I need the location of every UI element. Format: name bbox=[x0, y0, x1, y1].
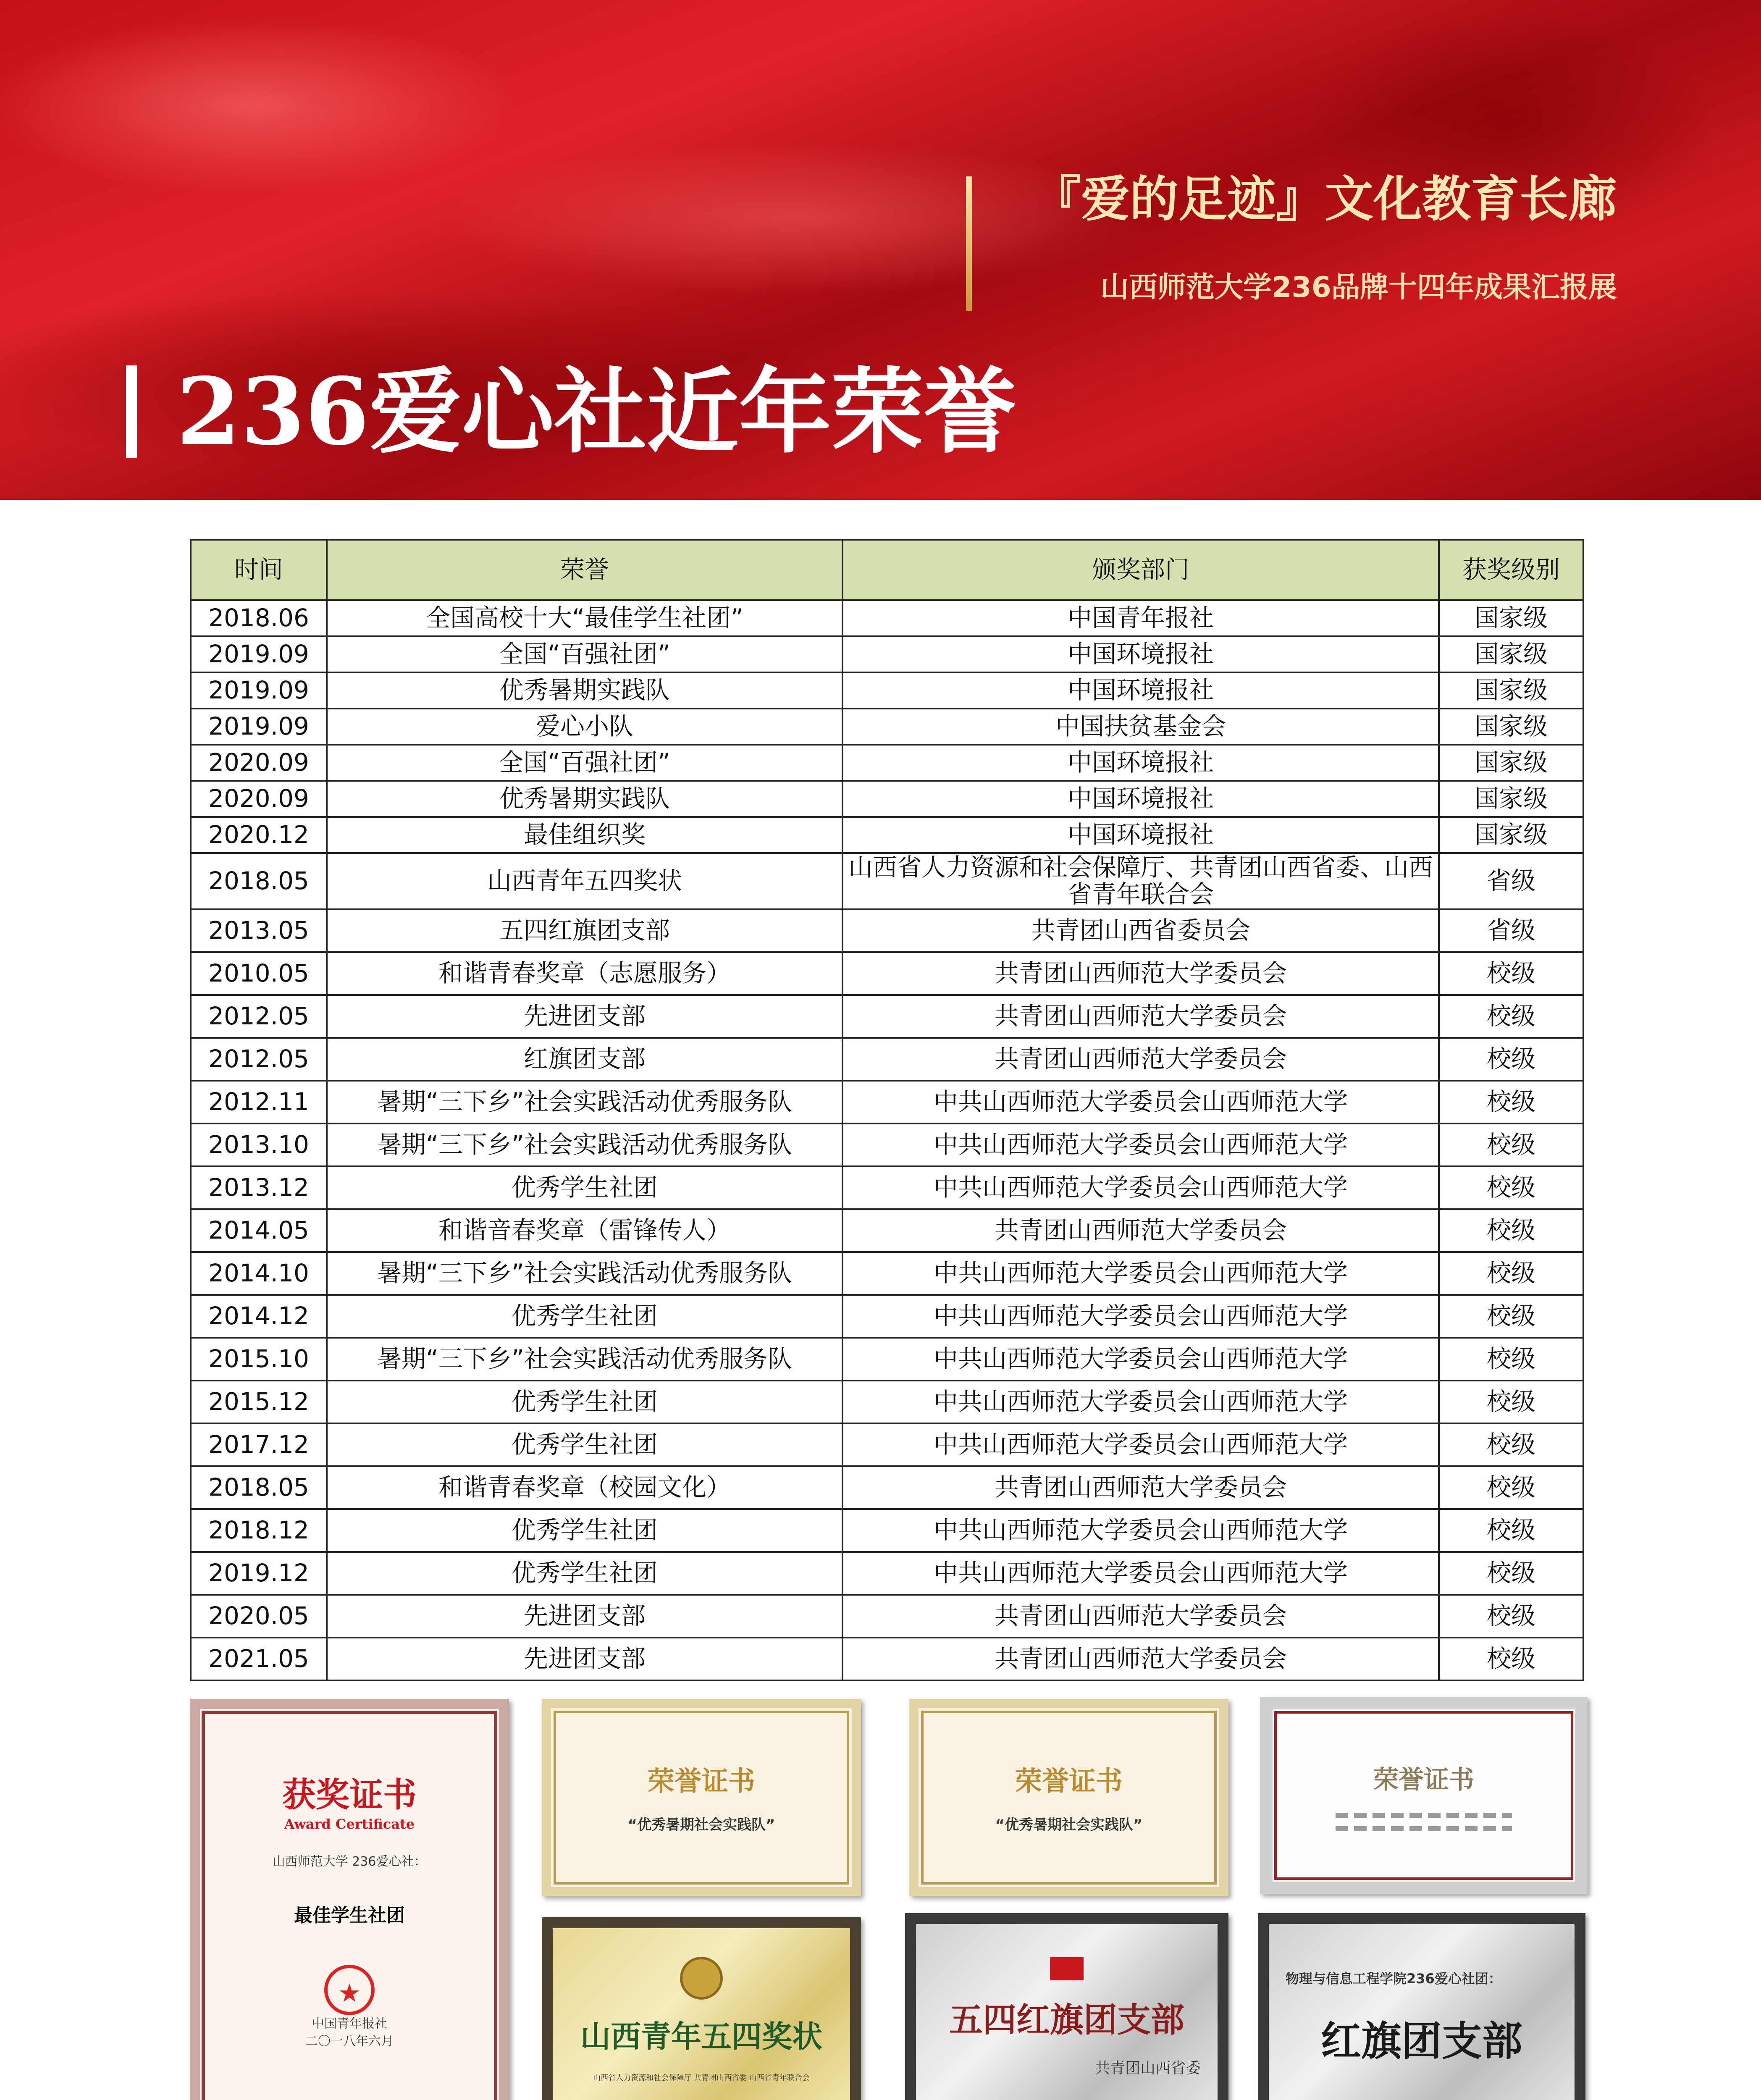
cell-honor: 优秀学生社团 bbox=[327, 1423, 842, 1466]
cell-time: 2013.05 bbox=[191, 909, 327, 952]
cell-issuer: 中共山西师范大学委员会山西师范大学 bbox=[842, 1381, 1439, 1423]
certificate-title: 荣誉证书 bbox=[648, 1766, 755, 1798]
header-banner bbox=[0, 0, 1761, 500]
cell-issuer: 中共山西师范大学委员会山西师范大学 bbox=[842, 1552, 1439, 1595]
table-row bbox=[191, 1038, 1583, 1081]
cell-time: 2012.05 bbox=[191, 995, 327, 1038]
table-row bbox=[191, 853, 1583, 909]
cell-honor: 暑期“三下乡”社会实践活动优秀服务队 bbox=[327, 1081, 842, 1124]
cell-time: 2019.09 bbox=[191, 709, 327, 745]
cell-issuer: 共青团山西师范大学委员会 bbox=[842, 995, 1439, 1038]
cell-level: 国家级 bbox=[1439, 745, 1583, 781]
cell-honor: 优秀暑期实践队 bbox=[327, 672, 842, 709]
cell-issuer: 中共山西师范大学委员会山西师范大学 bbox=[842, 1124, 1439, 1166]
cell-time: 2012.11 bbox=[191, 1081, 327, 1124]
table-row bbox=[191, 817, 1583, 853]
cell-level: 校级 bbox=[1439, 1081, 1583, 1124]
cell-honor: 全国“百强社团” bbox=[327, 636, 842, 672]
cell-level: 国家级 bbox=[1439, 817, 1583, 853]
cell-issuer: 共青团山西师范大学委员会 bbox=[842, 1038, 1439, 1081]
cell-issuer: 中共山西师范大学委员会山西师范大学 bbox=[842, 1509, 1439, 1552]
certificate-honor-3 bbox=[1260, 1697, 1588, 1894]
certificate-text-lines bbox=[1336, 1826, 1512, 1831]
cell-honor: 全国“百强社团” bbox=[327, 745, 842, 781]
page-title: 236爱心社近年荣誉 bbox=[176, 357, 1016, 466]
table-row bbox=[191, 1466, 1583, 1509]
plaque-shanxi-youth-may-fourth bbox=[542, 1917, 861, 2100]
table-row bbox=[191, 1552, 1583, 1595]
cell-honor: 先进团支部 bbox=[327, 995, 842, 1038]
cell-issuer: 中国环境报社 bbox=[842, 745, 1439, 781]
cell-honor: 优秀学生社团 bbox=[327, 1295, 842, 1338]
cell-level: 校级 bbox=[1439, 1209, 1583, 1252]
certificate-subtitle: Award Certificate bbox=[284, 1816, 415, 1832]
table-row bbox=[191, 1638, 1583, 1680]
certificate-award: “优秀暑期社会实践队” bbox=[627, 1816, 775, 1834]
cell-issuer: 中共山西师范大学委员会山西师范大学 bbox=[842, 1081, 1439, 1124]
cell-time: 2018.05 bbox=[191, 1466, 327, 1509]
table-row bbox=[191, 1423, 1583, 1466]
table-row bbox=[191, 1595, 1583, 1638]
certificate-issuer: 中国青年报社 bbox=[312, 2016, 387, 2031]
cell-level: 校级 bbox=[1439, 1638, 1583, 1680]
table-row bbox=[191, 672, 1583, 709]
table-header-row bbox=[191, 540, 1583, 600]
table-row bbox=[191, 909, 1583, 952]
plaque-issuer: 共青团山西省委 bbox=[1094, 2060, 1201, 2077]
cell-time: 2017.12 bbox=[191, 1423, 327, 1466]
cell-time: 2013.10 bbox=[191, 1124, 327, 1166]
cell-time: 2019.09 bbox=[191, 672, 327, 709]
cell-level: 校级 bbox=[1439, 1166, 1583, 1209]
column-header-honor: 荣誉 bbox=[327, 540, 842, 600]
plaque-title: 山西青年五四奖状 bbox=[580, 2019, 822, 2055]
cell-honor: 暑期“三下乡”社会实践活动优秀服务队 bbox=[327, 1124, 842, 1166]
plaque-red-flag-branch bbox=[1258, 1913, 1585, 2100]
cell-time: 2014.12 bbox=[191, 1295, 327, 1338]
cell-issuer: 共青团山西师范大学委员会 bbox=[842, 952, 1439, 995]
certificate-award-best-club bbox=[190, 1699, 509, 2100]
cell-honor: 五四红旗团支部 bbox=[327, 909, 842, 952]
plaque-title: 红旗团支部 bbox=[1321, 2017, 1522, 2065]
header-subtitle-2: 山西师范大学236品牌十四年成果汇报展 bbox=[1100, 271, 1617, 304]
gold-divider bbox=[966, 176, 972, 311]
cell-issuer: 共青团山西师范大学委员会 bbox=[842, 1638, 1439, 1680]
table-row bbox=[191, 1338, 1583, 1381]
cell-time: 2014.05 bbox=[191, 1209, 327, 1252]
cell-level: 省级 bbox=[1439, 909, 1583, 952]
cell-level: 校级 bbox=[1439, 1552, 1583, 1595]
certificate-text-lines bbox=[1336, 1813, 1512, 1818]
cell-issuer: 中国环境报社 bbox=[842, 817, 1439, 853]
cell-time: 2019.09 bbox=[191, 636, 327, 672]
column-header-issuer: 颁奖部门 bbox=[842, 540, 1439, 600]
cell-time: 2020.09 bbox=[191, 745, 327, 781]
certificate-org: 山西师范大学 236爱心社： bbox=[272, 1854, 427, 1869]
cell-level: 国家级 bbox=[1439, 672, 1583, 709]
cell-honor: 和谐青春奖章（校园文化） bbox=[327, 1466, 842, 1509]
table-row bbox=[191, 1166, 1583, 1209]
cell-honor: 最佳组织奖 bbox=[327, 817, 842, 853]
cell-issuer: 中共山西师范大学委员会山西师范大学 bbox=[842, 1166, 1439, 1209]
cell-issuer: 中共山西师范大学委员会山西师范大学 bbox=[842, 1338, 1439, 1381]
cell-time: 2018.06 bbox=[191, 600, 327, 636]
cell-level: 校级 bbox=[1439, 1509, 1583, 1552]
certificate-title: 获奖证书 bbox=[282, 1774, 417, 1814]
table-row bbox=[191, 1124, 1583, 1166]
certificate-honor-1 bbox=[542, 1699, 861, 1896]
cell-time: 2015.10 bbox=[191, 1338, 327, 1381]
cell-issuer: 共青团山西省委员会 bbox=[842, 909, 1439, 952]
column-header-level: 获奖级别 bbox=[1439, 540, 1583, 600]
cell-time: 2020.12 bbox=[191, 817, 327, 853]
cell-level: 校级 bbox=[1439, 1124, 1583, 1166]
cell-honor: 优秀学生社团 bbox=[327, 1381, 842, 1423]
cell-issuer: 山西省人力资源和社会保障厅、共青团山西省委、山西省青年联合会 bbox=[842, 853, 1439, 909]
red-seal-icon: ★ bbox=[324, 1965, 375, 2015]
cell-honor: 爱心小队 bbox=[327, 709, 842, 745]
cell-honor: 先进团支部 bbox=[327, 1638, 842, 1680]
honors-table bbox=[190, 539, 1584, 1681]
cell-honor: 优秀学生社团 bbox=[327, 1166, 842, 1209]
plaque-header: 物理与信息工程学院236爱心社团： bbox=[1286, 1971, 1502, 1987]
cell-issuer: 中国环境报社 bbox=[842, 781, 1439, 817]
column-header-time: 时间 bbox=[191, 540, 327, 600]
plaque-title: 五四红旗团支部 bbox=[949, 2000, 1184, 2040]
table-row bbox=[191, 709, 1583, 745]
cell-issuer: 共青团山西师范大学委员会 bbox=[842, 1466, 1439, 1509]
table-row bbox=[191, 952, 1583, 995]
cell-honor: 优秀学生社团 bbox=[327, 1509, 842, 1552]
cell-issuer: 中国扶贫基金会 bbox=[842, 709, 1439, 745]
cell-time: 2018.12 bbox=[191, 1509, 327, 1552]
cell-issuer: 中共山西师范大学委员会山西师范大学 bbox=[842, 1423, 1439, 1466]
title-bar-marker bbox=[126, 365, 137, 458]
cell-honor: 暑期“三下乡”社会实践活动优秀服务队 bbox=[327, 1338, 842, 1381]
cell-level: 国家级 bbox=[1439, 709, 1583, 745]
cell-honor: 优秀学生社团 bbox=[327, 1552, 842, 1595]
cell-level: 校级 bbox=[1439, 1295, 1583, 1338]
table-row bbox=[191, 995, 1583, 1038]
plaque-issuer: 山西省人力资源和社会保障厅 共青团山西省委 山西省青年联合会 bbox=[593, 2074, 810, 2083]
cell-issuer: 中国青年报社 bbox=[842, 600, 1439, 636]
cell-level: 校级 bbox=[1439, 952, 1583, 995]
table-body bbox=[191, 600, 1583, 1680]
cell-honor: 暑期“三下乡”社会实践活动优秀服务队 bbox=[327, 1252, 842, 1295]
cell-honor: 和谐青春奖章（志愿服务） bbox=[327, 952, 842, 995]
cell-honor: 和谐音春奖章（雷锋传人） bbox=[327, 1209, 842, 1252]
cell-level: 校级 bbox=[1439, 1338, 1583, 1381]
certificate-title: 荣誉证书 bbox=[1015, 1766, 1123, 1798]
cell-level: 校级 bbox=[1439, 995, 1583, 1038]
table-row bbox=[191, 745, 1583, 781]
header-subtitle-1: 『爱的足迹』文化教育长廊 bbox=[1032, 171, 1617, 228]
cell-honor: 先进团支部 bbox=[327, 1595, 842, 1638]
flag-icon bbox=[1050, 1957, 1084, 1980]
table-row bbox=[191, 1209, 1583, 1252]
table-row bbox=[191, 781, 1583, 817]
cell-level: 校级 bbox=[1439, 1423, 1583, 1466]
table-row bbox=[191, 600, 1583, 636]
cell-time: 2019.12 bbox=[191, 1552, 327, 1595]
cell-level: 省级 bbox=[1439, 853, 1583, 909]
certificate-honor-2 bbox=[909, 1699, 1228, 1896]
cell-honor: 优秀暑期实践队 bbox=[327, 781, 842, 817]
certificate-award: 最佳学生社团 bbox=[294, 1904, 405, 1926]
cell-time: 2015.12 bbox=[191, 1381, 327, 1423]
table-row bbox=[191, 1081, 1583, 1124]
cell-level: 校级 bbox=[1439, 1038, 1583, 1081]
plaque-may-fourth-red-flag bbox=[905, 1913, 1228, 2100]
cell-issuer: 中共山西师范大学委员会山西师范大学 bbox=[842, 1295, 1439, 1338]
cell-time: 2012.05 bbox=[191, 1038, 327, 1081]
cell-issuer: 中共山西师范大学委员会山西师范大学 bbox=[842, 1252, 1439, 1295]
cell-time: 2018.05 bbox=[191, 853, 327, 909]
cell-level: 国家级 bbox=[1439, 781, 1583, 817]
cell-level: 国家级 bbox=[1439, 600, 1583, 636]
cell-time: 2020.09 bbox=[191, 781, 327, 817]
cell-issuer: 共青团山西师范大学委员会 bbox=[842, 1595, 1439, 1638]
cell-time: 2021.05 bbox=[191, 1638, 327, 1680]
certificate-title: 荣誉证书 bbox=[1373, 1765, 1474, 1795]
table-row bbox=[191, 1381, 1583, 1423]
cell-honor: 红旗团支部 bbox=[327, 1038, 842, 1081]
cell-level: 校级 bbox=[1439, 1466, 1583, 1509]
certificate-date: 二〇一八年六月 bbox=[305, 2034, 394, 2049]
cell-time: 2014.10 bbox=[191, 1252, 327, 1295]
cell-level: 校级 bbox=[1439, 1595, 1583, 1638]
cell-time: 2010.05 bbox=[191, 952, 327, 995]
cell-honor: 山西青年五四奖状 bbox=[327, 853, 842, 909]
table-row bbox=[191, 1295, 1583, 1338]
certificate-award: “优秀暑期社会实践队” bbox=[995, 1816, 1143, 1834]
cell-issuer: 中国环境报社 bbox=[842, 672, 1439, 709]
cell-time: 2013.12 bbox=[191, 1166, 327, 1209]
cell-level: 校级 bbox=[1439, 1381, 1583, 1423]
cell-level: 校级 bbox=[1439, 1252, 1583, 1295]
cell-issuer: 中国环境报社 bbox=[842, 636, 1439, 672]
table-row bbox=[191, 1509, 1583, 1552]
cell-time: 2020.05 bbox=[191, 1595, 327, 1638]
cell-issuer: 共青团山西师范大学委员会 bbox=[842, 1209, 1439, 1252]
emblem-icon bbox=[680, 1957, 723, 2000]
table-row bbox=[191, 1252, 1583, 1295]
cell-honor: 全国高校十大“最佳学生社团” bbox=[327, 600, 842, 636]
cell-level: 国家级 bbox=[1439, 636, 1583, 672]
table-row bbox=[191, 636, 1583, 672]
